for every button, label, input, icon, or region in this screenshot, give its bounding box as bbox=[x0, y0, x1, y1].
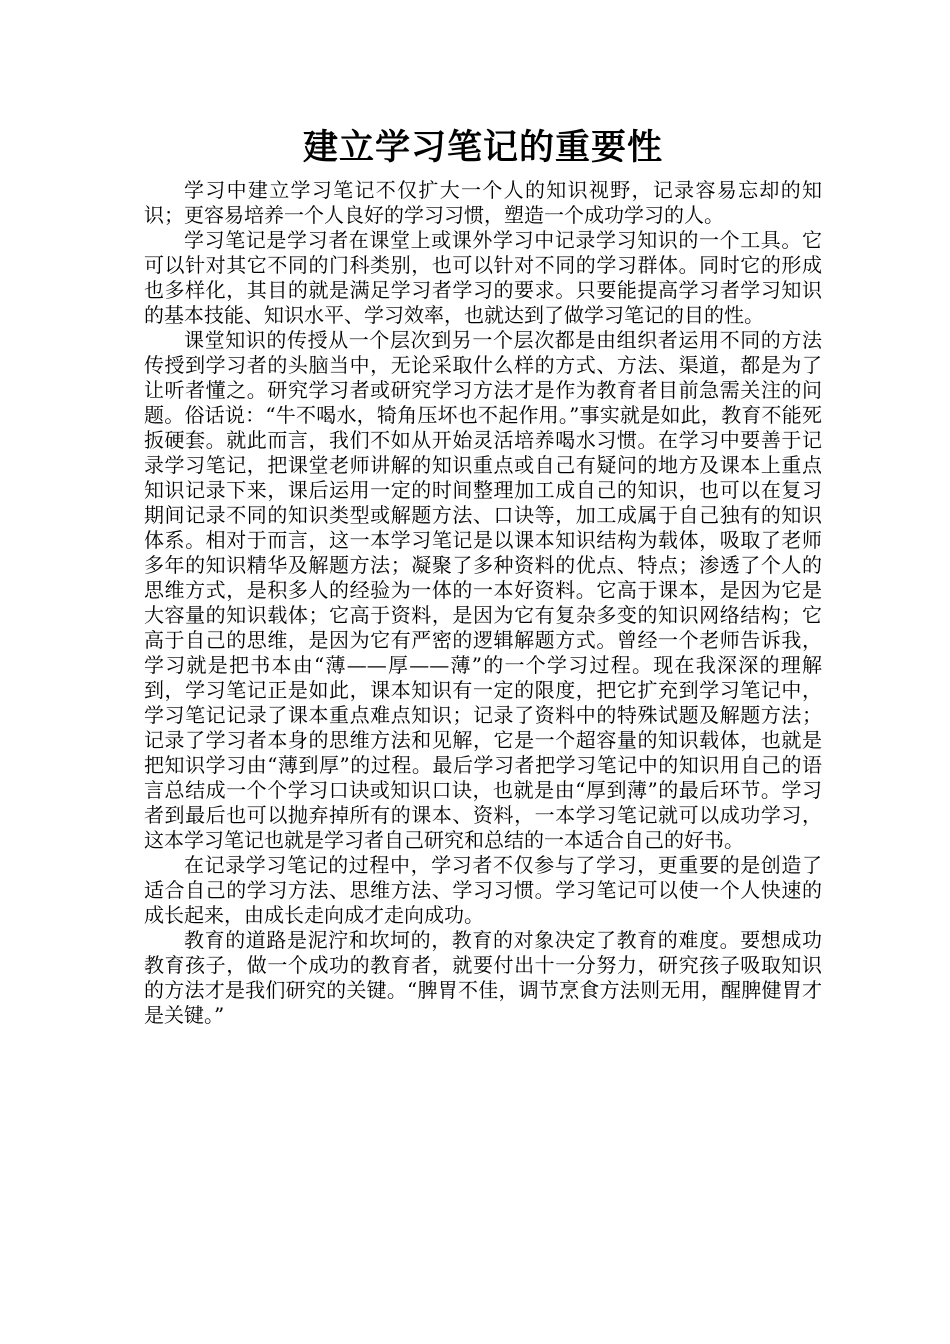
paragraph-1: 学习中建立学习笔记不仅扩大一个人的知识视野，记录容易忘却的知识；更容易培养一个人良好的学习习惯，塑造一个成功学习的人。 bbox=[144, 178, 822, 227]
paragraph-4: 在记录学习笔记的过程中，学习者不仅参与了学习，更重要的是创造了适合自己的学习方法、思维方法、学习习惯。学习笔记可以使一个人快速的成长起来，由成长走向成才走向成功。 bbox=[144, 853, 822, 927]
document-page bbox=[144, 124, 822, 1028]
paragraph-5: 教育的道路是泥泞和坎坷的，教育的对象决定了教育的难度。要想成功教育孩子，做一个成功的教育者，就要付出十一分努力，研究孩子吸取知识的方法才是我们研究的关键。“脾胃不佳，调节烹食方法则无用，醒脾健胃才是关键。” bbox=[144, 928, 822, 1027]
paragraph-2: 学习笔记是学习者在课堂上或课外学习中记录学习知识的一个工具。它可以针对其它不同的门科类别，也可以针对不同的学习群体。同时它的形成也多样化，其目的就是满足学习者学习的要求。只要能提高学习者学习知识的基本技能、知识水平、学习效率，也就达到了做学习笔记的目的性。 bbox=[144, 228, 822, 327]
paragraph-3: 课堂知识的传授从一个层次到另一个层次都是由组织者运用不同的方法传授到学习者的头脑当中，无论采取什么样的方式、方法、渠道，都是为了让听者懂之。研究学习者或研究学习方法才是作为教育者目前急需关注的问题。俗话说：“牛不喝水，犄角压坏也不起作用。”事实就是如此，教育不能死扳硬套。就此而言，我们不如从开始灵活培养喝水习惯。在学习中要善于记录学习笔记，把课堂老师讲解的知识重点或自己有疑问的地方及课本上重点知识记录下来，课后运用一定的时间整理加工成自己的知识，也可以在复习期间记录不同的知识类型或解题方法、口诀等，加工成属于自己独有的知识体系。相对于而言，这一本学习笔记是以课本知识结构为载体，吸取了老师多年的知识精华及解题方法；凝聚了多种资料的优点、特点；渗透了个人的思维方式，是积多人的经验为一体的一本好资料。它高于课本，是因为它是大容量的知识载体；它高于资料，是因为它有复杂多变的知识网络结构；它高于自己的思维，是因为它有严密的逻辑解题方式。曾经一个老师告诉我，学习就是把书本由“薄——厚——薄”的一个学习过程。现在我深深的理解到，学习笔记正是如此，课本知识有一定的限度，把它扩充到学习笔记中，学习笔记记录了课本重点难点知识；记录了资料中的特殊试题及解题方法；记录了学习者本身的思维方法和见解，它是一个超容量的知识载体，也就是把知识学习由“薄到厚”的过程。最后学习者把学习笔记中的知识用自己的语言总结成一个个学习口诀或知识口诀，也就是由“厚到薄”的最后环节。学习者到最后也可以抛弃掉所有的课本、资料，一本学习笔记就可以成功学习，这本学习笔记也就是学习者自己研究和总结的一本适合自己的好书。 bbox=[144, 328, 822, 852]
document-title: 建立学习笔记的重要性 bbox=[302, 127, 663, 168]
